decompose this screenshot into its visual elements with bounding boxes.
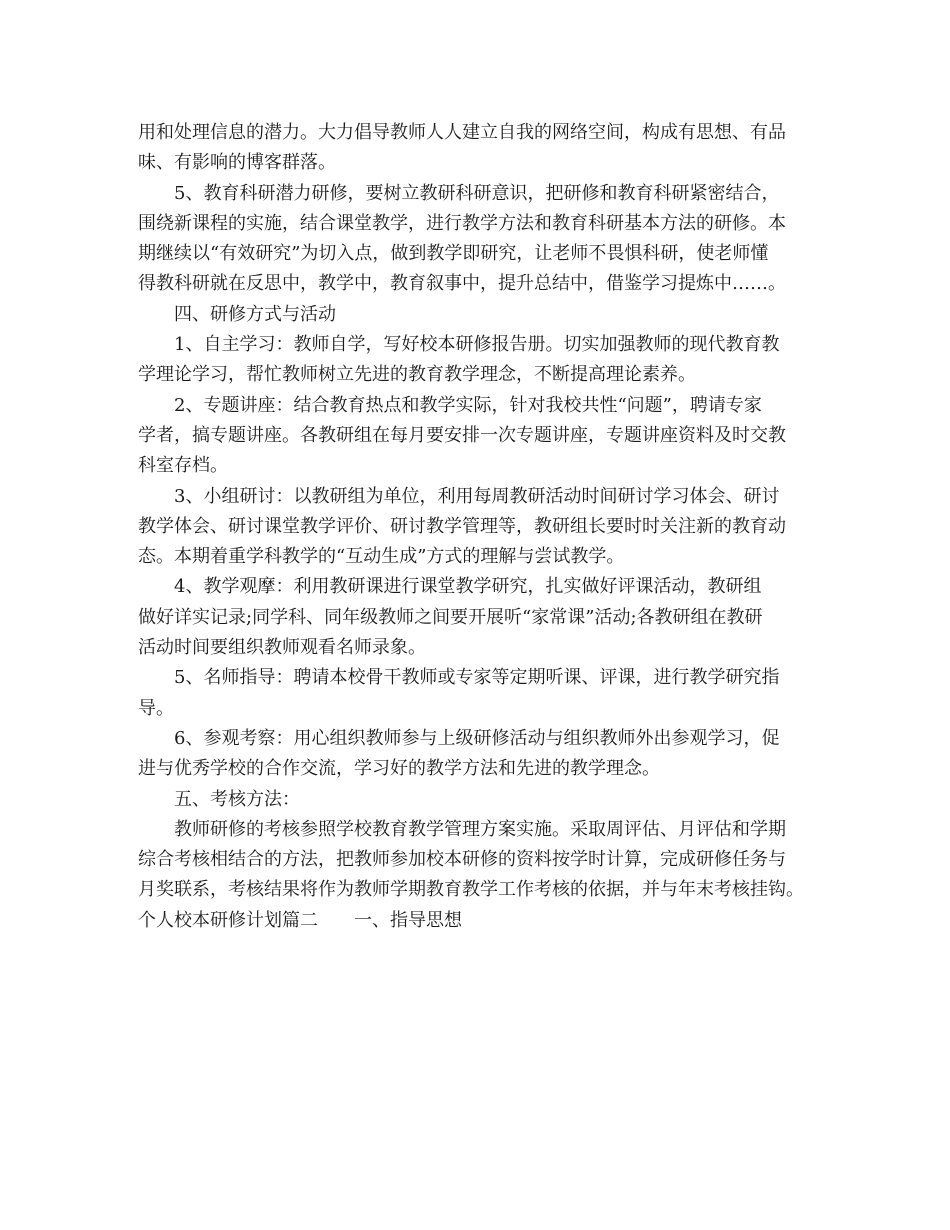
text-line: 用和处理信息的潜力。大力倡导教师人人建立自我的网络空间，构成有思想、有品 [138, 122, 786, 143]
text-line: 月奖联系，考核结果将作为教师学期教育教学工作考核的依据，并与年末考核挂钩。 [138, 879, 804, 901]
text-line: 4、教学观摩：利用教研课进行课堂教学研究，扎实做好评课活动，教研组 [174, 576, 762, 598]
text-line: 5、名师指导：聘请本校骨干教师或专家等定期听课、评课，进行教学研究指 [174, 667, 780, 689]
text-line: 四、研修方式与活动 [174, 303, 336, 325]
text-line: 5、教育科研潜力研修，要树立教研科研意识，把研修和教育科研紧密结合， [174, 182, 780, 204]
document-body [138, 118, 818, 936]
text-line: 得教科研就在反思中，教学中，教育叙事中，提升总结中，借鉴学习提炼中……。 [138, 273, 786, 295]
text-line: 6、参观考察：用心组织教师参与上级研修活动与组织教师外出参观学习，促 [174, 727, 780, 749]
text-line: 进与优秀学校的合作交流，学习好的教学方法和先进的教学理念。 [138, 758, 660, 780]
text-line: 学者，搞专题讲座。各教研组在每月要安排一次专题讲座，专题讲座资料及时交教 [138, 424, 786, 446]
text-line: 3、小组研讨：以教研组为单位，利用每周教研活动时间研讨学习体会、研讨 [174, 485, 780, 507]
text-line: 2、专题讲座：结合教育热点和教学实际，针对我校共性“问题”，聘请专家 [174, 394, 762, 416]
text-line: 围绕新课程的实施，结合课堂教学，进行教学方法和教育科研基本方法的研修。本 [138, 212, 786, 234]
text-line: 1、自主学习：教师自学，写好校本研修报告册。切实加强教师的现代教育教 [174, 334, 780, 356]
text-line: 科室存档。 [138, 455, 228, 477]
text-line: 五、考核方法： [174, 788, 300, 810]
text-line: 教师研修的考核参照学校教育教学管理方案实施。采取周评估、月评估和学期 [174, 818, 786, 840]
text-line: 态。本期着重学科教学的“互动生成”方式的理解与尝试教学。 [138, 546, 625, 568]
text-line: 综合考核相结合的方法，把教师参加校本研修的资料按学时计算，完成研修任务与 [138, 849, 786, 871]
text-line: 期继续以“有效研究”为切入点，做到教学即研究，让老师不畏惧科研，使老师懂 [138, 243, 769, 265]
text-line: 教学体会、研讨课堂教学评价、研讨教学管理等，教研组长要时时关注新的教育动 [138, 515, 786, 537]
text-line: 活动时间要组织教师观看名师录象。 [138, 637, 426, 659]
text-line: 味、有影响的博客群落。 [138, 152, 336, 174]
text-line: 个人校本研修计划篇二 一、指导思想 [138, 909, 462, 931]
text-line: 学理论学习，帮忙教师树立先进的教育教学理念，不断提高理论素养。 [138, 364, 696, 386]
text-line: 做好详实记录;同学科、同年级教师之间要开展听“家常课”活动;各教研组在教研 [138, 606, 763, 628]
text-line: 导。 [138, 697, 174, 719]
